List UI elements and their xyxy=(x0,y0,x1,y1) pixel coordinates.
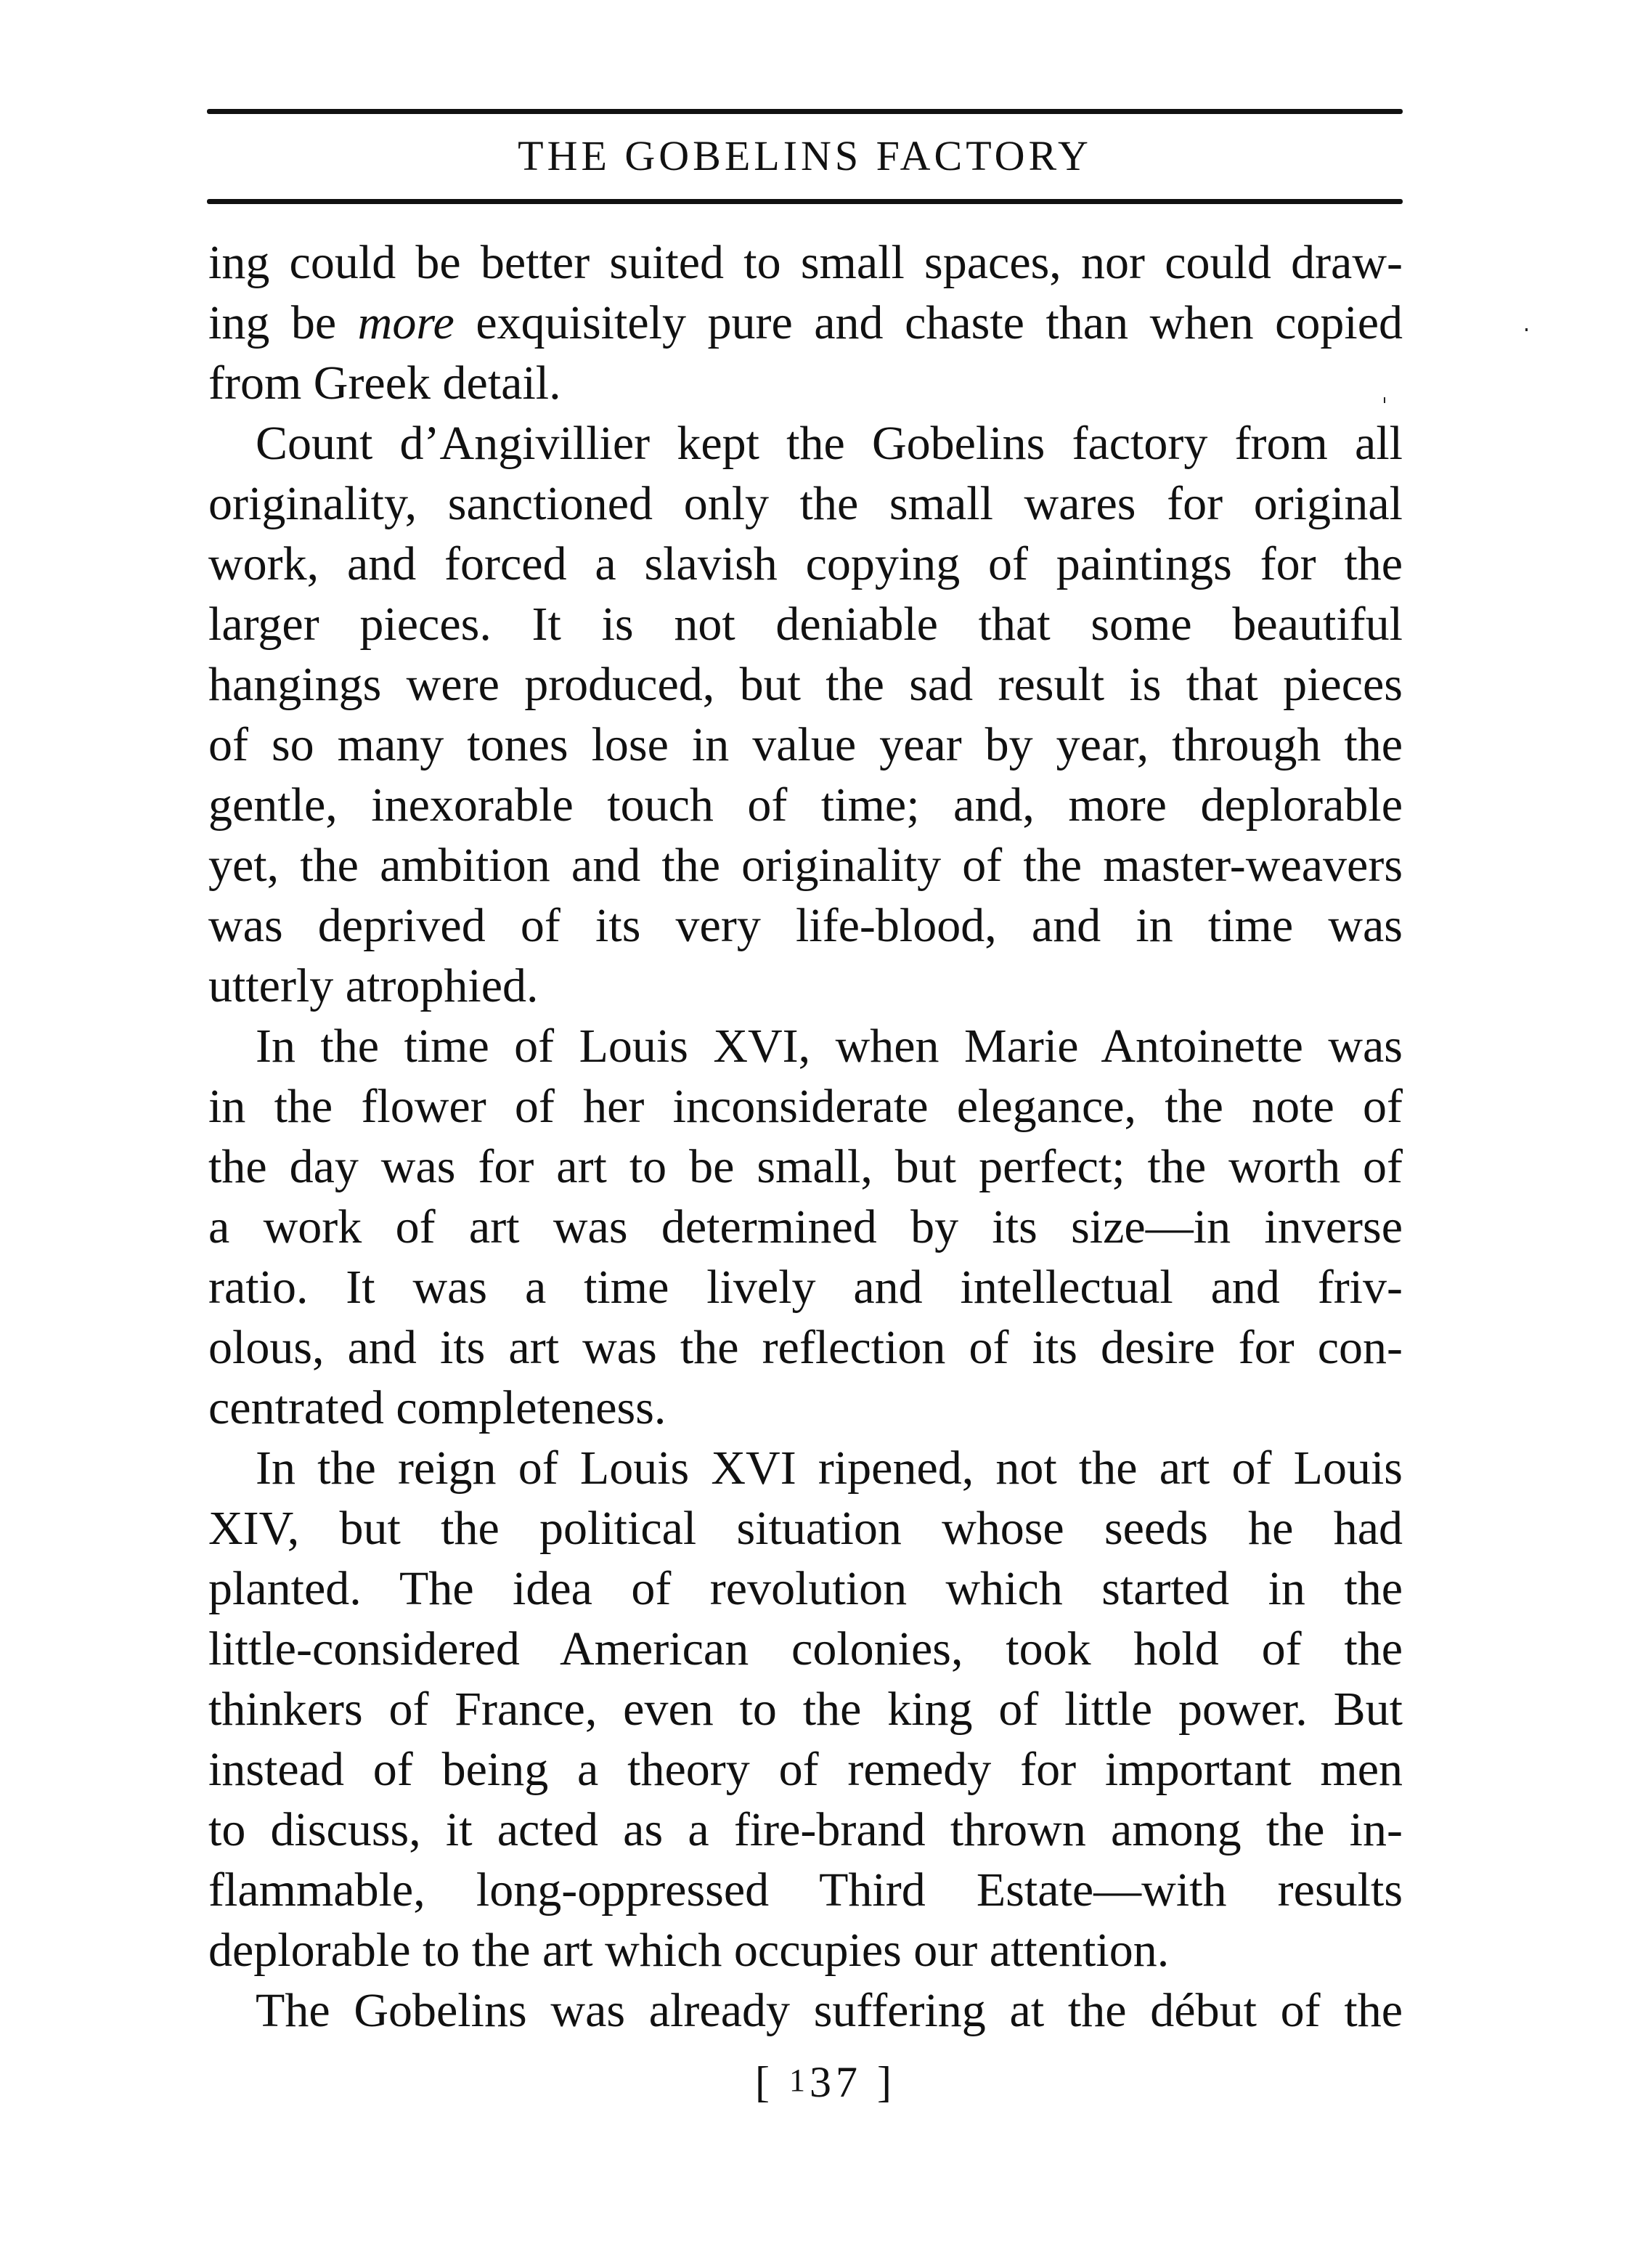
text-line: ratio. It was a time lively and intellectual and friv- xyxy=(208,1261,1403,1314)
text-line: hangings were produced, but the sad result is that pieces xyxy=(208,658,1403,711)
text-line: of so many tones lose in value year by year, through the xyxy=(208,718,1403,771)
text-line: planted. The idea of revolution which started in the xyxy=(208,1562,1403,1615)
scan-speck xyxy=(1525,328,1528,331)
folio-number-first-digit: 1 xyxy=(789,2062,810,2098)
page-number xyxy=(0,2055,1651,2108)
text-line: in the flower of her inconsiderate elegance, the note of xyxy=(208,1080,1403,1133)
text-line: little-considered American colonies, took hold of the xyxy=(208,1622,1403,1675)
text-line: from Greek detail. xyxy=(208,357,561,410)
text-line: ing could be better suited to small spaces, nor could draw- xyxy=(208,236,1403,289)
text-line: flammable, long-oppressed Third Estate—with results xyxy=(208,1863,1403,1917)
paragraph-first-line: Count d’Angivillier kept the Gobelins factory from all xyxy=(256,417,1403,470)
folio-number-rest: 37 xyxy=(810,2058,862,2106)
text-line: instead of being a theory of remedy for important men xyxy=(208,1743,1403,1796)
folio-close-bracket: ] xyxy=(877,2058,896,2106)
text-line: deplorable to the art which occupies our attention. xyxy=(208,1924,1170,1977)
text-line: utterly atrophied. xyxy=(208,959,539,1012)
text-line: olous, and its art was the reflection of its desire for con- xyxy=(208,1321,1403,1374)
header-rule-top xyxy=(207,109,1403,114)
text-span: ing be xyxy=(208,296,358,349)
text-line: centrated completeness. xyxy=(208,1381,666,1434)
emphasis-text: more xyxy=(357,296,454,349)
header-rule-bottom xyxy=(207,199,1403,204)
text-line: was deprived of its very life-blood, and in time was xyxy=(208,899,1403,952)
paragraph-first-line: The Gobelins was already suffering at the début of the xyxy=(256,1984,1403,2037)
text-line: XIV, but the political situation whose seeds he had xyxy=(208,1502,1403,1555)
text-line: larger pieces. It is not deniable that some beautiful xyxy=(208,598,1403,651)
text-line xyxy=(208,293,1403,353)
running-head-title: THE GOBELINS FACTORY xyxy=(518,132,1092,179)
paragraph-first-line: In the time of Louis XVI, when Marie Antoinette was xyxy=(256,1020,1403,1073)
text-line: originality, sanctioned only the small wares for original xyxy=(208,477,1403,530)
text-line: the day was for art to be small, but perfect; the worth of xyxy=(208,1140,1403,1193)
text-line: a work of art was determined by its size—in inverse xyxy=(208,1200,1403,1253)
text-line: to discuss, it acted as a fire-brand thrown among the in- xyxy=(208,1803,1403,1856)
text-line: thinkers of France, even to the king of little power. But xyxy=(208,1683,1403,1736)
scan-speck xyxy=(1384,397,1385,403)
text-line: yet, the ambition and the originality of the master-weavers xyxy=(208,839,1403,892)
body-text xyxy=(208,232,1403,2041)
text-span: exquisitely pure and chaste than when copied xyxy=(454,296,1403,349)
text-line: work, and forced a slavish copying of paintings for the xyxy=(208,537,1403,590)
folio-open-bracket: [ xyxy=(755,2058,774,2106)
text-line: gentle, inexorable touch of time; and, more deplorable xyxy=(208,779,1403,832)
paragraph-first-line: In the reign of Louis XVI ripened, not the art of Louis xyxy=(256,1442,1403,1495)
